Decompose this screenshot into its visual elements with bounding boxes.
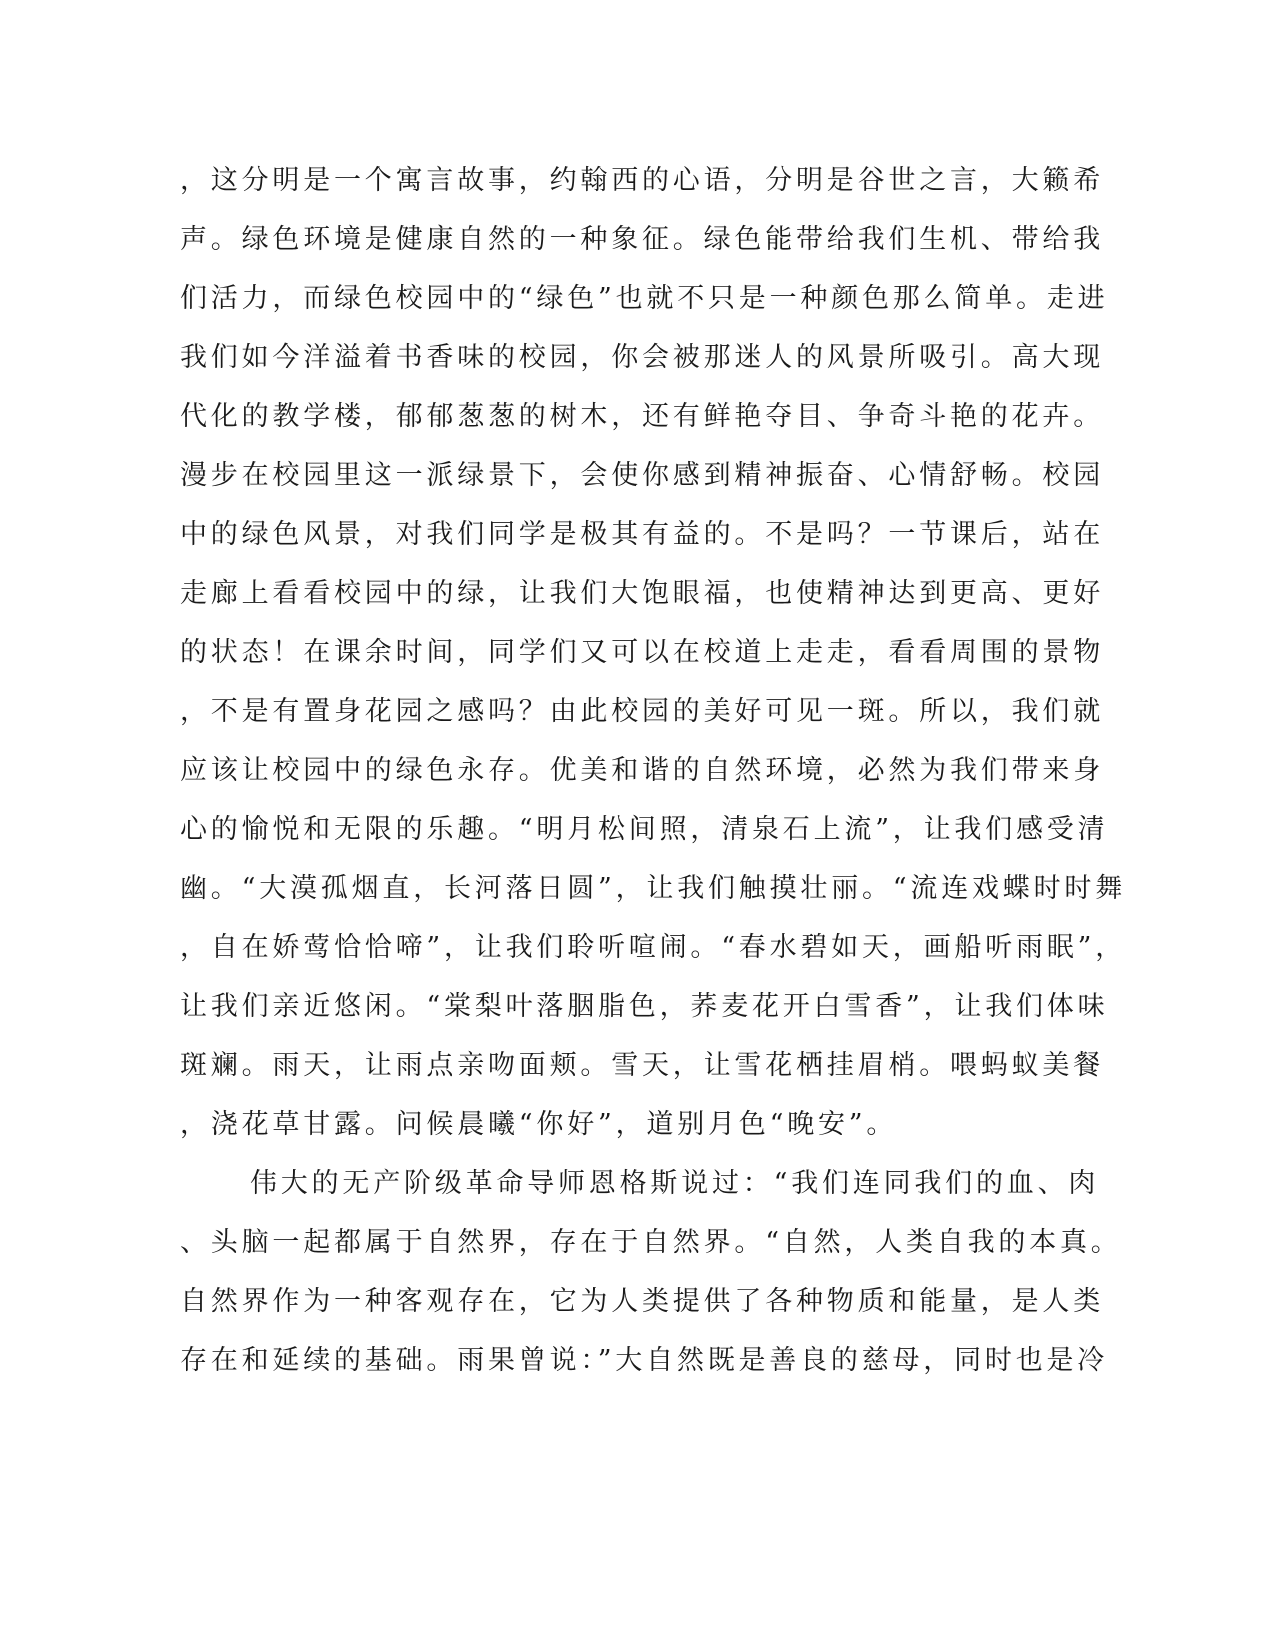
text-line: 声。绿色环境是健康自然的一种象征。绿色能带给我们生机、带给我 <box>180 224 1104 255</box>
text-line: ，自在娇莺恰恰啼”，让我们聆听喧闹。“春水碧如天，画船听雨眠”， <box>180 932 1127 963</box>
text-line: 自然界作为一种客观存在，它为人类提供了各种物质和能量，是人类 <box>180 1286 1104 1317</box>
text-line: 们活力，而绿色校园中的“绿色”也就不只是一种颜色那么简单。走进 <box>180 283 1109 314</box>
text-line: 存在和延续的基础。雨果曾说：”大自然既是善良的慈母，同时也是冷 <box>180 1345 1109 1376</box>
text-line: 、头脑一起都属于自然界，存在于自然界。“自然，人类自我的本真。 <box>180 1227 1122 1258</box>
text-line: 斑斓。雨天，让雨点亲吻面颊。雪天，让雪花栖挂眉梢。喂蚂蚁美餐 <box>180 1050 1104 1081</box>
text-line: 让我们亲近悠闲。“棠梨叶落胭脂色，荞麦花开白雪香”，让我们体味 <box>180 991 1109 1022</box>
text-line: 代化的教学楼，郁郁葱葱的树木，还有鲜艳夺目、争奇斗艳的花卉。 <box>180 401 1104 432</box>
text-line: 走廊上看看校园中的绿，让我们大饱眼福，也使精神达到更高、更好 <box>180 578 1104 609</box>
text-line: 中的绿色风景，对我们同学是极其有益的。不是吗？一节课后，站在 <box>180 519 1104 550</box>
text-line: 我们如今洋溢着书香味的校园，你会被那迷人的风景所吸引。高大现 <box>180 342 1104 373</box>
paragraph-start-line: 伟大的无产阶级革命导师恩格斯说过：“我们连同我们的血、肉 <box>250 1168 1100 1199</box>
body-text <box>180 158 1127 1397</box>
text-line: 漫步在校园里这一派绿景下，会使你感到精神振奋、心情舒畅。校园 <box>180 460 1104 491</box>
text-line: 心的愉悦和无限的乐趣。“明月松间照，清泉石上流”，让我们感受清 <box>180 814 1109 845</box>
text-line: 的状态！在课余时间，同学们又可以在校道上走走，看看周围的景物 <box>180 637 1104 668</box>
text-line: ，不是有置身花园之感吗？由此校园的美好可见一斑。所以，我们就 <box>180 696 1104 727</box>
text-line: 应该让校园中的绿色永存。优美和谐的自然环境，必然为我们带来身 <box>180 755 1104 786</box>
text-line: 幽。“大漠孤烟直，长河落日圆”，让我们触摸壮丽。“流连戏蝶时时舞 <box>180 873 1127 904</box>
text-line: ，浇花草甘露。问候晨曦“你好”，道别月色“晚安”。 <box>180 1109 898 1140</box>
text-line: ，这分明是一个寓言故事，约翰西的心语，分明是谷世之言，大籁希 <box>180 165 1104 196</box>
